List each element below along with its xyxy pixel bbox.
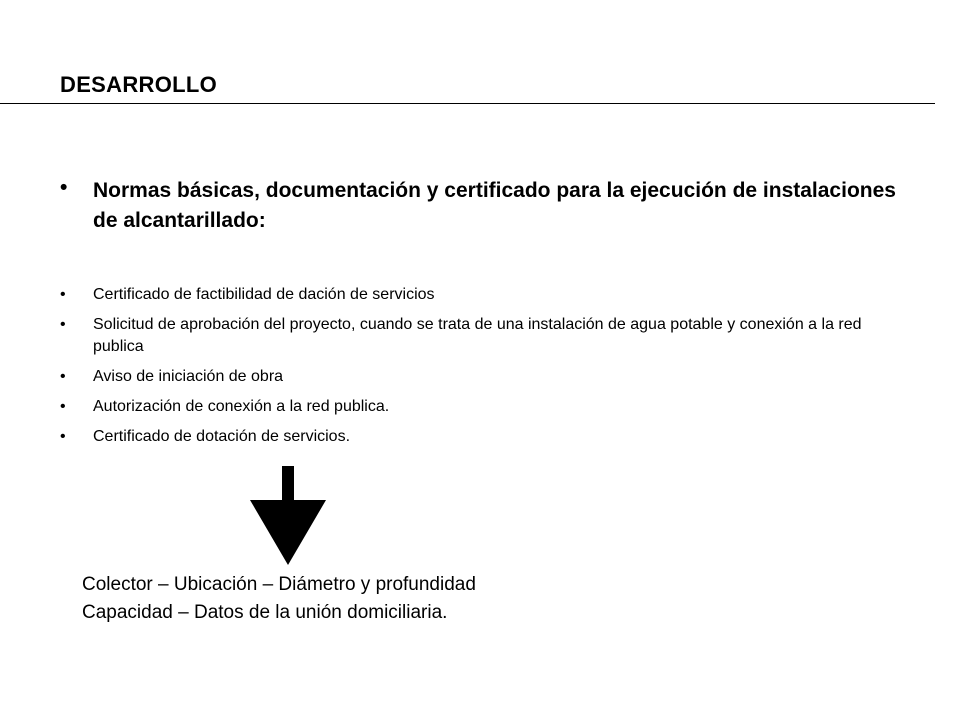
bullet-marker: • bbox=[60, 176, 68, 199]
list-item bbox=[60, 426, 880, 448]
list-item bbox=[60, 396, 880, 418]
list-item-text: Certificado de factibilidad de dación de servicios bbox=[93, 286, 435, 303]
result-line: Colector – Ubicación – Diámetro y profundidad bbox=[82, 574, 476, 595]
list-item-text: Solicitud de aprobación del proyecto, cuando se trata de una instalación de agua potable y conexión a la red publica bbox=[93, 316, 862, 355]
main-bullet bbox=[60, 176, 920, 236]
main-bullet-text: Normas básicas, documentación y certificado para la ejecución de instalaciones de alcantarillado: bbox=[93, 179, 896, 232]
list-item-text: Autorización de conexión a la red publica. bbox=[93, 398, 390, 415]
slide-title: DESARROLLO bbox=[60, 72, 217, 97]
list-item bbox=[60, 284, 880, 306]
bullet-marker: • bbox=[60, 398, 66, 415]
bullet-marker: • bbox=[60, 316, 66, 333]
list-item-text: Aviso de iniciación de obra bbox=[93, 368, 284, 385]
list-item-text: Certificado de dotación de servicios. bbox=[93, 428, 351, 445]
result-line: Capacidad – Datos de la unión domiciliaria. bbox=[82, 602, 448, 623]
bullet-marker: • bbox=[60, 368, 66, 385]
list-item bbox=[60, 314, 880, 358]
list-item bbox=[60, 366, 880, 388]
requirements-list bbox=[60, 284, 880, 456]
title-divider bbox=[0, 103, 935, 104]
bullet-marker: • bbox=[60, 286, 66, 303]
result-summary bbox=[82, 571, 476, 627]
bullet-marker: • bbox=[60, 428, 66, 445]
down-arrow-icon bbox=[248, 466, 328, 566]
